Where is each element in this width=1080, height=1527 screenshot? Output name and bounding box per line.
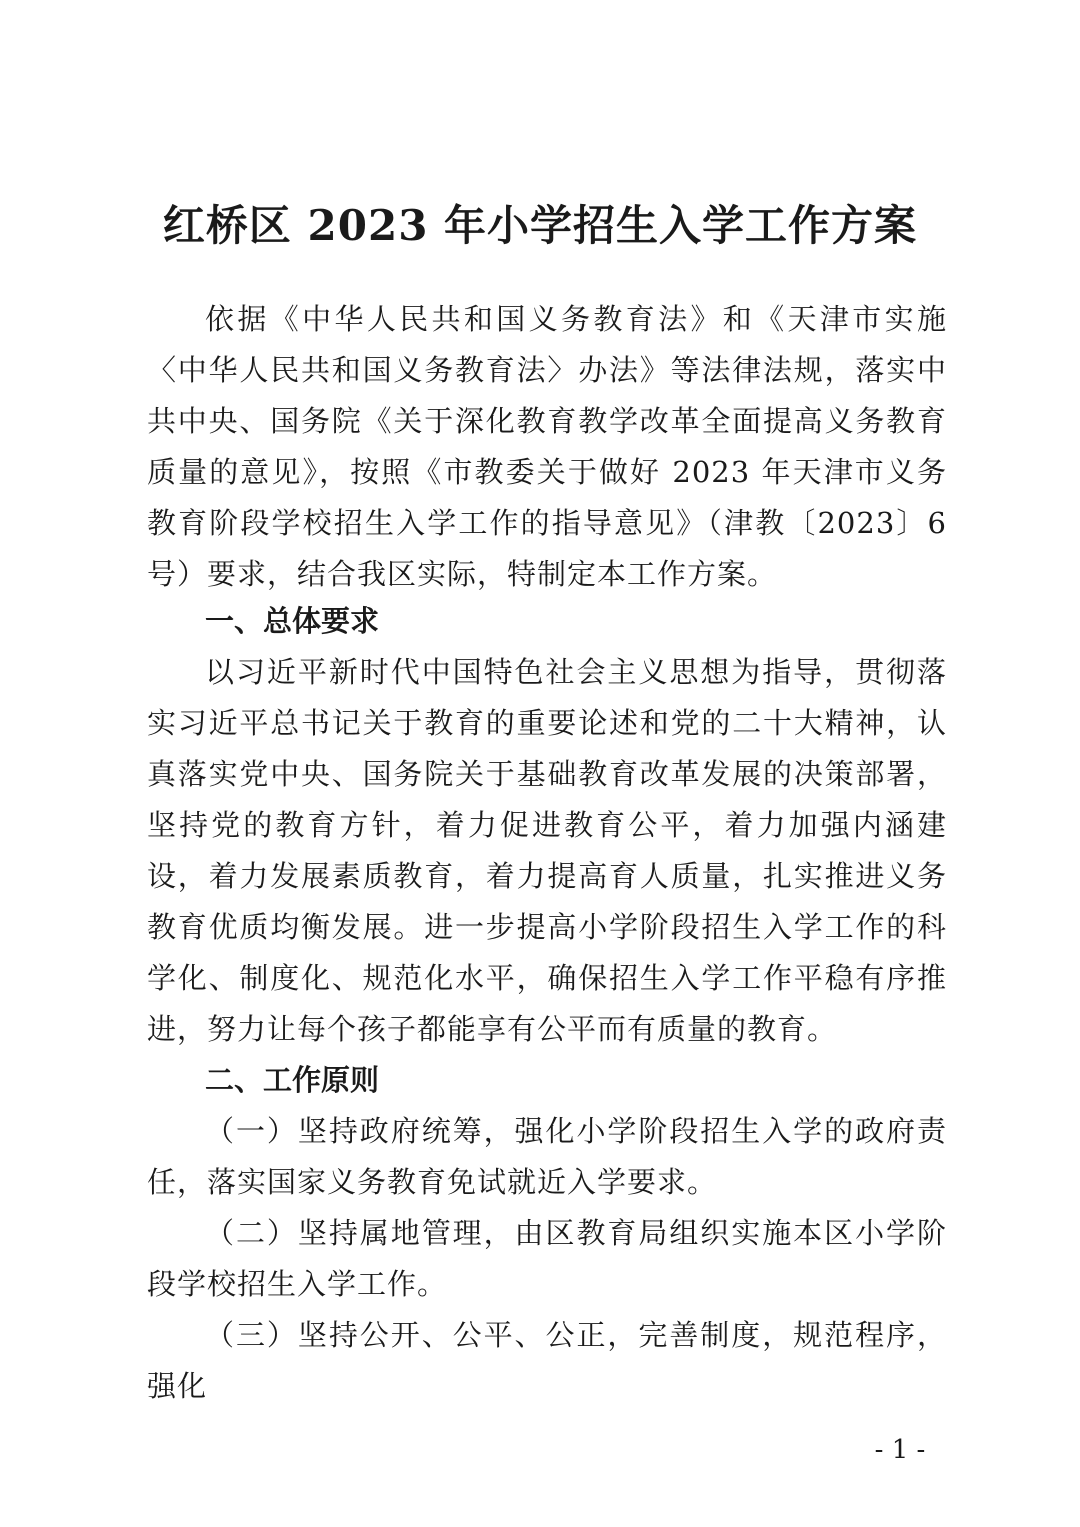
page-number: - 1 - xyxy=(874,1435,926,1465)
intro-paragraph: 依据《中华人民共和国义务教育法》和《天津市实施〈中华人民共和国义务教育法〉办法》等法律法规，落实中共中央、国务院《关于深化教育教学改革全面提高义务教育质量的意见》，按照《市教委关于做好 2023 年天津市义务教育阶段学校招生入学工作的指导意见》（津教〔2023〕6 号）要求，结合我区实际，特制定本工作方案。 xyxy=(147,302,947,591)
section-heading-work-principles: 二、工作原则 xyxy=(205,1063,380,1097)
section-heading-general-requirements: 一、总体要求 xyxy=(205,604,380,638)
document-title: 红桥区 2023 年小学招生入学工作方案 xyxy=(162,201,918,250)
principle-paragraph-2: （二）坚持属地管理，由区教育局组织实施本区小学阶段学校招生入学工作。 xyxy=(147,1216,947,1301)
principle-paragraph-1: （一）坚持政府统筹，强化小学阶段招生入学的政府责任，落实国家义务教育免试就近入学要求。 xyxy=(147,1114,947,1199)
general-requirements-paragraph: 以习近平新时代中国特色社会主义思想为指导，贯彻落实习近平总书记关于教育的重要论述和党的二十大精神，认真落实党中央、国务院关于基础教育改革发展的决策部署，坚持党的教育方针，着力促进教育公平，着力加强内涵建设，着力发展素质教育，着力提高育人质量，扎实推进义务教育优质均衡发展。进一步提高小学阶段招生入学工作的科学化、制度化、规范化水平，确保招生入学工作平稳有序推进，努力让每个孩子都能享有公平而有质量的教育。 xyxy=(147,655,947,1046)
principle-paragraph-3: （三）坚持公开、公平、公正，完善制度，规范程序，强化 xyxy=(147,1318,947,1403)
